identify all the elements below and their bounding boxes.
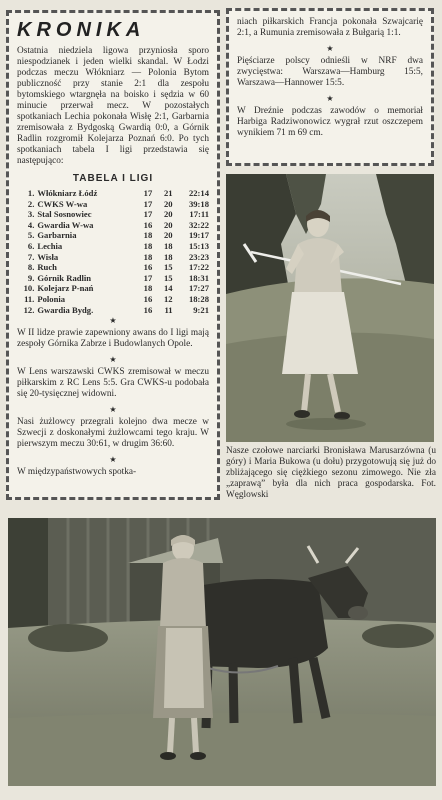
league-goals: 17:22 bbox=[188, 262, 209, 273]
league-goals: 39:18 bbox=[188, 198, 209, 209]
league-table bbox=[17, 188, 209, 315]
league-team: Gwardia Bydg. bbox=[37, 304, 94, 315]
league-position: 10. bbox=[23, 283, 35, 294]
news-international-end: niach piłkarskich Francja pokonała Szwajcarię 2:1, a Rumunia zremisowała z Bułgarią 1:1. bbox=[237, 17, 423, 38]
league-team: Kolejarz P-nań bbox=[37, 283, 94, 294]
league-games: 18 bbox=[143, 251, 153, 262]
photo-woman-with-cow bbox=[8, 518, 436, 786]
league-points: 20 bbox=[163, 198, 173, 209]
news-cwks-lens: W Lens warszawski CWKS zremisował w meczu piłkarskim z RC Lens 5:5. Gra CWKS-u podobała się 20-tysięcznej widowni. bbox=[17, 367, 209, 400]
league-games: 17 bbox=[143, 188, 153, 198]
news-second-league: W II lidze prawie zapewniony awans do I ligi mają zespoły Górnika Zabrze i Budowlanych Opole. bbox=[17, 328, 209, 350]
news-international-start: W międzypaństwowych spotka- bbox=[17, 467, 137, 478]
league-position: 2. bbox=[27, 198, 35, 209]
league-goals: 23:23 bbox=[188, 251, 209, 262]
league-goals: 18:31 bbox=[188, 272, 209, 283]
league-games: 17 bbox=[143, 272, 153, 283]
league-table-row bbox=[17, 199, 209, 210]
league-team: Stal Sosnowiec bbox=[37, 209, 92, 220]
league-games: 16 bbox=[143, 293, 153, 304]
league-position: 7. bbox=[27, 251, 35, 262]
league-points: 15 bbox=[163, 262, 173, 273]
league-table-row bbox=[17, 220, 209, 231]
league-table-row bbox=[17, 252, 209, 263]
league-position: 4. bbox=[27, 219, 35, 230]
league-games: 18 bbox=[143, 230, 153, 241]
league-team: CWKS W-wa bbox=[37, 198, 88, 209]
league-points: 21 bbox=[163, 188, 173, 198]
chronicle-left-column bbox=[6, 10, 220, 500]
league-points: 18 bbox=[163, 251, 173, 262]
separator-star: ★ bbox=[326, 44, 334, 53]
league-team: Wisła bbox=[37, 251, 59, 262]
news-boxing: Pięściarze polscy odnieśli w NRF dwa zwycięstwa: Warszawa—Hamburg 15:5, Warszawa—Hannower 15:5. bbox=[237, 56, 423, 88]
league-points: 20 bbox=[163, 209, 173, 220]
league-goals: 32:22 bbox=[188, 219, 209, 230]
league-table-row bbox=[17, 230, 209, 241]
league-goals: 17:27 bbox=[188, 283, 209, 294]
league-position: 6. bbox=[27, 240, 35, 251]
league-table-row bbox=[17, 209, 209, 220]
separator-star: ★ bbox=[109, 405, 117, 415]
photo-caption: Nasze czołowe narciarki Bronisława Marusarzówna (u góry) i Maria Bukowa (u dołu) przygotowują się już do zbliżającego się ciężkiego sezonu zimowego. Nie zła „zaprawą” była dla nich praca gospodarska. Fot. Węglowski bbox=[226, 446, 436, 500]
league-position: 3. bbox=[27, 209, 35, 220]
league-table-row bbox=[17, 305, 209, 316]
league-team: Włókniarz Łódź bbox=[37, 188, 98, 198]
league-goals: 15:13 bbox=[188, 240, 209, 251]
news-football-league: Ostatnia niedziela ligowa przyniosła sporo niespodzianek i jeden wielki skandal. W Łodzi podczas meczu Włókniarz — Polonia Bytom publiczność przy stanie 2:1 dla zespołu bytomskiego wtargnęła na boisko i sędzia w 60 minucie przerwał mecz. W pozostałych spotkaniach Lechia pokonała Wisłę 2:1, Garbarnia zremisowała z Bydgoską Gwardią 0:0, a Górnik Radlin rozgromił Kolejarza Poznań 6:0. Po tych spotkaniach tabela I ligi przedstawia się następująco: bbox=[17, 46, 209, 166]
league-games: 17 bbox=[143, 198, 153, 209]
news-javelin: W Dreźnie podczas zawodów o memoriał Harbiga Radziwonowicz wygrał rzut oszczepem wynikiem 71 m 69 cm. bbox=[237, 106, 423, 138]
masthead: KRONIKA bbox=[17, 19, 146, 41]
league-table-row bbox=[17, 262, 209, 273]
league-games: 16 bbox=[143, 219, 153, 230]
league-table-row bbox=[17, 294, 209, 305]
league-team: Lechia bbox=[37, 240, 63, 251]
photo-woman-with-rake bbox=[226, 174, 434, 442]
league-points: 20 bbox=[163, 219, 173, 230]
chronicle-right-column bbox=[226, 8, 434, 166]
league-points: 14 bbox=[163, 283, 173, 294]
league-points: 18 bbox=[163, 240, 173, 251]
separator-star: ★ bbox=[109, 455, 117, 465]
league-goals: 9:21 bbox=[193, 304, 209, 315]
league-games: 16 bbox=[143, 304, 153, 315]
league-games: 18 bbox=[143, 240, 153, 251]
league-games: 16 bbox=[143, 262, 153, 273]
league-team: Garbarnia bbox=[37, 230, 77, 241]
league-position: 9. bbox=[27, 272, 35, 283]
league-position: 12. bbox=[23, 304, 35, 315]
league-team: Gwardia W-wa bbox=[37, 219, 94, 230]
league-games: 17 bbox=[143, 209, 153, 220]
league-team: Ruch bbox=[37, 262, 57, 273]
league-position: 5. bbox=[27, 230, 35, 241]
league-goals: 18:28 bbox=[188, 293, 209, 304]
separator-star: ★ bbox=[109, 355, 117, 365]
league-table-row bbox=[17, 273, 209, 284]
league-goals: 17:11 bbox=[189, 209, 209, 220]
league-table-row bbox=[17, 283, 209, 294]
league-points: 20 bbox=[163, 230, 173, 241]
league-table-title: TABELA I LIGI bbox=[72, 173, 154, 184]
league-points: 12 bbox=[163, 293, 173, 304]
league-table-row bbox=[17, 188, 209, 199]
league-points: 15 bbox=[163, 272, 173, 283]
league-points: 11 bbox=[164, 304, 173, 315]
league-goals: 19:17 bbox=[188, 230, 209, 241]
league-position: 11. bbox=[24, 293, 35, 304]
league-games: 18 bbox=[143, 283, 153, 294]
league-goals: 22:14 bbox=[188, 188, 209, 198]
league-team: Górnik Radlin bbox=[37, 272, 92, 283]
separator-star: ★ bbox=[326, 94, 334, 103]
news-speedway: Nasi żużlowcy przegrali kolejno dwa mecze w Szwecji z doskonałymi żużlowcami tego kraju. W pierwszym meczu 30:61, w drugim 36:60. bbox=[17, 417, 209, 450]
separator-star: ★ bbox=[109, 316, 117, 326]
league-team: Polonia bbox=[37, 293, 66, 304]
league-position: 8. bbox=[27, 262, 35, 273]
league-table-row bbox=[17, 241, 209, 252]
league-position: 1. bbox=[27, 188, 35, 198]
